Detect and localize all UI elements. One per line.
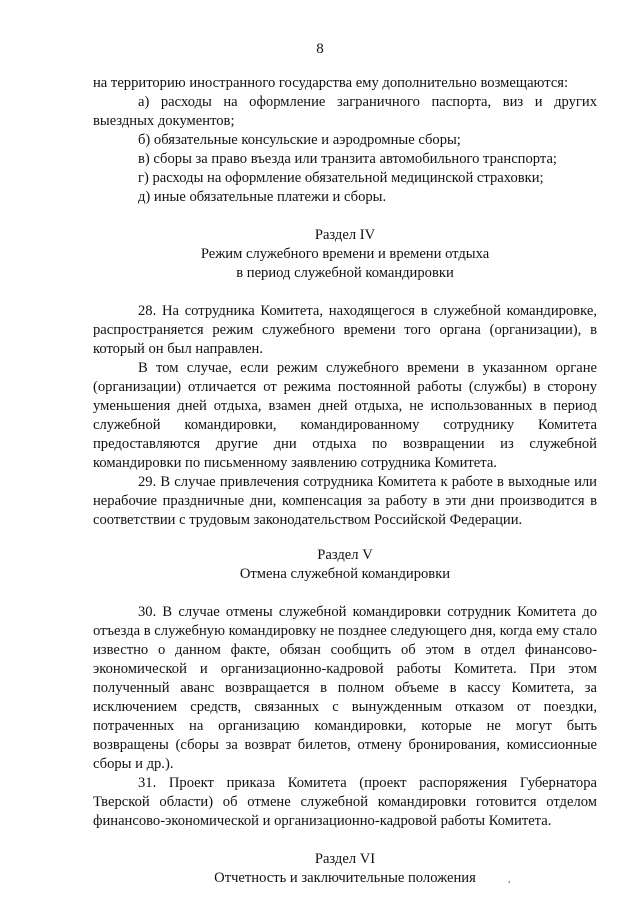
section-6-title: Отчетность и заключительные положения bbox=[214, 870, 476, 886]
section-6-heading: Раздел VI bbox=[314, 851, 376, 867]
section-4-title-line1: Режим служебного времени и времени отдыха bbox=[200, 246, 490, 262]
section-5-title: Отмена служебной командировки bbox=[239, 566, 451, 582]
scan-speck: , bbox=[508, 874, 511, 885]
paragraph-28-continued: В том случае, если режим служебного времени в указанном органе (организации) отличается от режима постоянной работы (службы) в сторону уменьшения дней отдыха, взамен дней отдыха, не использованных в период служебной командировки, командированному сотруднику Комитета предоставляются другие дни отдыха по возвращении из служебной командировки по письменному заявлению сотрудника Комитета. bbox=[93, 360, 597, 471]
list-item-a: а) расходы на оформление заграничного паспорта, виз и других выездных документов; bbox=[93, 94, 597, 129]
list-item-g: г) расходы на оформление обязательной медицинской страховки; bbox=[138, 170, 544, 186]
page-content bbox=[93, 74, 597, 888]
list-item-v: в) сборы за право въезда или транзита автомобильного транспорта; bbox=[138, 151, 557, 167]
paragraph-28: 28. На сотрудника Комитета, находящегося в служебной командировке, распространяется режим служебного времени того органа (организации), в который он был направлен. bbox=[93, 303, 597, 357]
paragraph-30: 30. В случае отмены служебной командировки сотрудник Комитета до отъезда в служебную командировку не позднее следующего дня, когда ему стало известно о данном факте, обязан сообщить об этом в отдел финансово-экономической и организационно-кадровой работы Комитета. При этом полученный аванс возвращается в полном объеме в кассу Комитета, за исключением средств, связанных с вынужденным отказом от поездки, потраченных на организацию командировки, которые не могут быть возвращены (сборы за возврат билетов, отмену бронирования, комиссионные сборы и др.). bbox=[93, 604, 597, 772]
intro-lead: на территорию иностранного государства ему дополнительно возмещаются: bbox=[93, 75, 569, 91]
section-4-title-line2: в период служебной командировки bbox=[236, 265, 454, 281]
section-5-heading: Раздел V bbox=[317, 547, 373, 563]
section-4-heading: Раздел IV bbox=[314, 227, 376, 243]
list-item-d: д) иные обязательные платежи и сборы. bbox=[138, 189, 387, 205]
paragraph-31: 31. Проект приказа Комитета (проект распоряжения Губернатора Тверской области) об отмене служебной командировки готовится отделом финансово-экономической и организационно-кадровой работы Комитета. bbox=[93, 775, 597, 829]
page-number: 8 bbox=[316, 41, 324, 57]
list-item-b: б) обязательные консульские и аэродромные сборы; bbox=[138, 132, 461, 148]
paragraph-29: 29. В случае привлечения сотрудника Комитета к работе в выходные или нерабочие праздничные дни, компенсация за работу в эти дни производится в соответствии с трудовым законодательством Российской Федерации. bbox=[93, 474, 597, 528]
